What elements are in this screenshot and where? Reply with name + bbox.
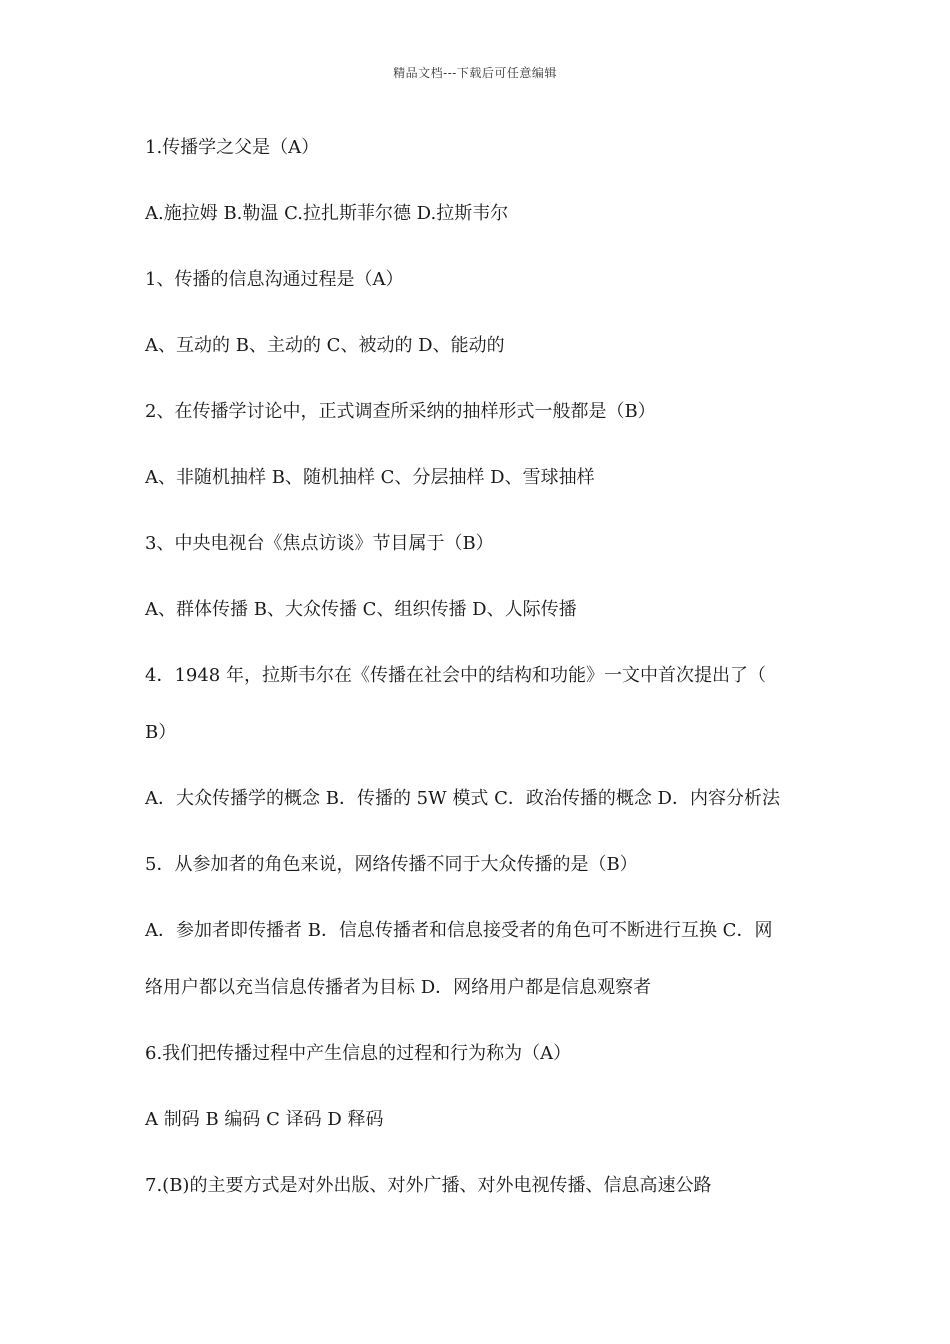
options-1: A.施拉姆 B.勒温 C.拉扎斯菲尔德 D.拉斯韦尔 xyxy=(145,203,509,224)
question-4-line-2: B） xyxy=(145,722,177,743)
options-3: A、群体传播 B、大众传播 C、组织传播 D、人际传播 xyxy=(145,599,577,620)
question-1b: 1、传播的信息沟通过程是（A） xyxy=(145,269,404,290)
question-7: 7.(B)的主要方式是对外出版、对外广播、对外电视传播、信息高速公路 xyxy=(145,1175,712,1196)
document-body xyxy=(145,131,813,1235)
options-5-line-1: A．参加者即传播者 B．信息传播者和信息接受者的角色可不断进行互换 C．网 xyxy=(145,920,773,941)
question-5: 5．从参加者的角色来说，网络传播不同于大众传播的是（B） xyxy=(145,854,638,875)
question-2: 2、在传播学讨论中，正式调查所采纳的抽样形式一般都是（B） xyxy=(145,401,656,422)
question-4 xyxy=(145,659,813,749)
page-header: 精品文档---下载后可任意编辑 xyxy=(393,66,557,80)
options-6: A 制码 B 编码 C 译码 D 释码 xyxy=(145,1109,384,1130)
options-5 xyxy=(145,914,813,1004)
options-5-line-2: 络用户都以充当信息传播者为目标 D．网络用户都是信息观察者 xyxy=(145,977,652,998)
question-6: 6.我们把传播过程中产生信息的过程和行为称为（A） xyxy=(145,1043,572,1064)
question-4-line-1: 4．1948 年，拉斯韦尔在《传播在社会中的结构和功能》一文中首次提出了（ xyxy=(145,665,766,686)
question-1: 1.传播学之父是（A） xyxy=(145,137,320,158)
options-2: A、非随机抽样 B、随机抽样 C、分层抽样 D、雪球抽样 xyxy=(145,467,595,488)
options-1b: A、互动的 B、主动的 C、被动的 D、能动的 xyxy=(145,335,505,356)
question-3: 3、中央电视台《焦点访谈》节目属于（B） xyxy=(145,533,494,554)
options-4: A．大众传播学的概念 B．传播的 5W 模式 C．政治传播的概念 D．内容分析法 xyxy=(145,788,780,809)
